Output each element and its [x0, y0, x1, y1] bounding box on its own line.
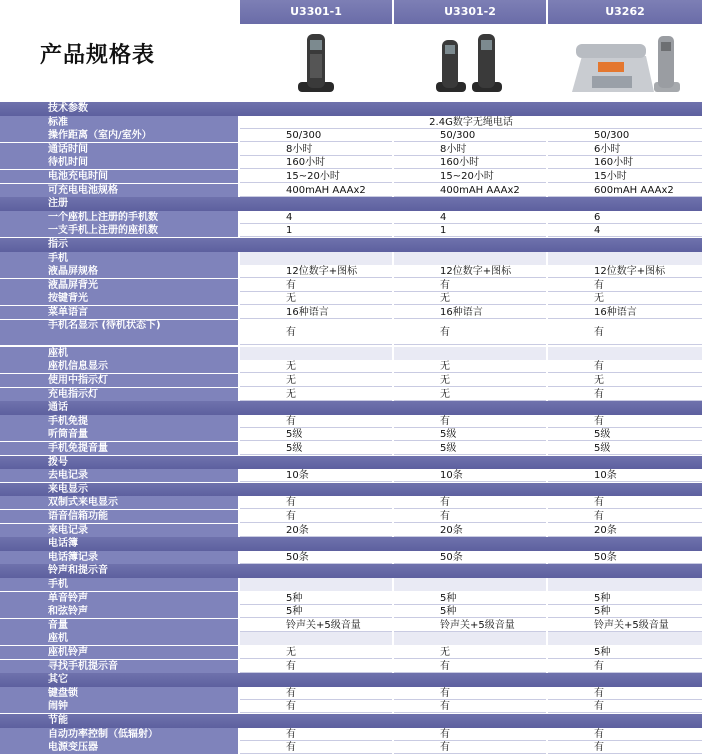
spec-value: 16种语言	[240, 306, 392, 319]
table-row	[0, 592, 702, 606]
spec-value: 有	[548, 360, 702, 373]
table-row	[0, 292, 702, 306]
subsection-row	[0, 252, 702, 266]
spec-value: 10条	[240, 469, 392, 482]
spec-value: 无	[240, 360, 392, 373]
spec-value: 20条	[240, 524, 392, 537]
section-title: 电话簿	[48, 538, 78, 550]
subsection-row	[0, 347, 702, 361]
spec-label: 一支手机上注册的座机数	[0, 224, 238, 237]
spec-value: 有	[240, 279, 392, 292]
table-row	[0, 320, 702, 346]
spec-label: 语音信箱功能	[0, 510, 238, 523]
spec-value: 20条	[394, 524, 546, 537]
spec-value: 有	[240, 320, 392, 346]
section-header	[0, 483, 702, 497]
spec-value: 5种	[548, 646, 702, 659]
table-row	[0, 388, 702, 402]
section-header	[0, 673, 702, 687]
empty-cell	[548, 578, 702, 591]
table-row	[0, 619, 702, 633]
page-title: 产品规格表	[40, 43, 156, 68]
section-title: 其它	[48, 674, 68, 686]
spec-label: 充电指示灯	[0, 388, 238, 401]
table-row	[0, 442, 702, 456]
spec-value: 无	[240, 374, 392, 387]
spec-label: 手机名显示 (待机状态下)	[0, 320, 238, 346]
spec-value: 10条	[394, 469, 546, 482]
section-title: 技术参数	[48, 103, 88, 114]
spec-value: 50条	[548, 551, 702, 564]
phone-image-single	[240, 26, 392, 102]
spec-value: 15小时	[548, 170, 702, 183]
spec-value: 5种	[394, 592, 546, 605]
spec-label: 菜单语言	[0, 306, 238, 319]
spec-value: 有	[240, 660, 392, 673]
spec-value: 4	[394, 211, 546, 224]
spec-value: 无	[240, 388, 392, 401]
section-header	[0, 197, 702, 211]
handset-pair-icon	[394, 26, 546, 102]
spec-value: 有	[240, 415, 392, 428]
spec-value: 无	[240, 646, 392, 659]
spec-value: 50/300	[548, 129, 702, 142]
spec-value: 有	[394, 510, 546, 523]
spec-value: 有	[394, 728, 546, 741]
model-name: U3301-2	[394, 0, 546, 24]
table-row	[0, 374, 702, 388]
spec-value: 有	[548, 700, 702, 713]
spec-value: 400mAH AAAx2	[394, 184, 546, 197]
subsection-label: 座机	[0, 347, 238, 360]
table-row	[0, 211, 702, 225]
spec-label: 电话簿记录	[0, 551, 238, 564]
spec-value: 无	[394, 646, 546, 659]
spec-value: 5级	[240, 442, 392, 455]
spec-value: 无	[394, 374, 546, 387]
spec-value: 4	[548, 224, 702, 237]
spec-value: 1	[394, 224, 546, 237]
spec-label: 座机铃声	[0, 646, 238, 659]
table-row	[0, 687, 702, 701]
table-row	[0, 224, 702, 238]
handset-icon	[240, 26, 392, 102]
spec-label: 按键背光	[0, 292, 238, 305]
spec-value: 有	[548, 320, 702, 346]
table-row	[0, 660, 702, 674]
spec-value: 600mAH AAAx2	[548, 184, 702, 197]
spec-value: 有	[394, 660, 546, 673]
spec-value: 无	[394, 360, 546, 373]
spec-value: 16种语言	[394, 306, 546, 319]
spec-value: 有	[240, 687, 392, 700]
spec-label: 去电记录	[0, 469, 238, 482]
spec-value: 有	[394, 687, 546, 700]
spec-value: 无	[548, 374, 702, 387]
table-row	[0, 700, 702, 714]
table-row	[0, 265, 702, 279]
spec-value: 有	[240, 741, 392, 754]
section-header	[0, 564, 702, 578]
spec-value: 160小时	[548, 156, 702, 169]
spec-label: 液晶屏规格	[0, 265, 238, 278]
spec-value: 5级	[394, 428, 546, 441]
spec-label: 可充电电池规格	[0, 184, 238, 197]
spec-label: 音量	[0, 619, 238, 632]
spec-label: 手机免提	[0, 415, 238, 428]
section-header	[0, 401, 702, 415]
spec-label: 电源变压器	[0, 741, 238, 754]
spec-value: 5种	[240, 592, 392, 605]
spec-value: 6小时	[548, 143, 702, 156]
spec-value: 有	[548, 687, 702, 700]
empty-cell	[548, 347, 702, 360]
section-header	[0, 456, 702, 470]
spec-value: 15~20小时	[240, 170, 392, 183]
spec-value: 有	[548, 496, 702, 509]
empty-cell	[240, 632, 392, 645]
spec-value: 有	[548, 728, 702, 741]
spec-value: 铃声关+5级音量	[548, 619, 702, 632]
spec-value: 无	[394, 388, 546, 401]
spec-value: 16种语言	[548, 306, 702, 319]
table-row	[0, 170, 702, 184]
spec-label: 和弦铃声	[0, 605, 238, 618]
spec-label: 使用中指示灯	[0, 374, 238, 387]
section-title: 指示	[48, 239, 68, 250]
spec-value: 5种	[548, 605, 702, 618]
spec-value: 有	[548, 415, 702, 428]
spec-value: 5级	[240, 428, 392, 441]
section-title: 来电显示	[48, 483, 88, 495]
spec-value: 无	[240, 292, 392, 305]
spec-value: 有	[548, 279, 702, 292]
spec-value: 有	[548, 510, 702, 523]
spec-value: 无	[548, 292, 702, 305]
spec-value: 15~20小时	[394, 170, 546, 183]
table-row	[0, 428, 702, 442]
model-column-2	[394, 0, 546, 102]
spec-label: 闹钟	[0, 700, 238, 713]
model-column-3	[548, 0, 702, 102]
spec-value: 有	[548, 388, 702, 401]
spec-label: 来电记录	[0, 524, 238, 537]
spec-label: 自动功率控制（低辐射）	[0, 728, 238, 741]
spec-value: 5级	[394, 442, 546, 455]
table-row	[0, 116, 702, 130]
subsection-label: 座机	[0, 632, 238, 645]
spec-value: 20条	[548, 524, 702, 537]
spec-value: 5种	[240, 605, 392, 618]
spec-value: 160小时	[394, 156, 546, 169]
table-row	[0, 646, 702, 660]
spec-value: 有	[548, 660, 702, 673]
phone-image-double	[394, 26, 546, 102]
spec-value: 50/300	[240, 129, 392, 142]
spec-value: 12位数字+图标	[548, 265, 702, 278]
section-header	[0, 238, 702, 252]
table-row	[0, 510, 702, 524]
spec-value: 50/300	[394, 129, 546, 142]
spec-value: 5种	[548, 592, 702, 605]
spec-label: 电池充电时间	[0, 170, 238, 183]
spec-label: 双制式来电显示	[0, 496, 238, 509]
empty-cell	[240, 347, 392, 360]
spec-label: 一个座机上注册的手机数	[0, 211, 238, 224]
empty-cell	[394, 632, 546, 645]
model-column-1	[240, 0, 392, 102]
section-title: 铃声和提示音	[48, 565, 108, 577]
spec-value: 铃声关+5级音量	[394, 619, 546, 632]
spec-value: 有	[394, 741, 546, 754]
spec-label: 通话时间	[0, 143, 238, 156]
table-row	[0, 741, 702, 755]
spec-value: 铃声关+5级音量	[240, 619, 392, 632]
spec-value: 有	[240, 496, 392, 509]
spec-value: 有	[240, 700, 392, 713]
spec-value: 4	[240, 211, 392, 224]
section-title: 节能	[48, 715, 68, 726]
subsection-row	[0, 578, 702, 592]
spec-label: 手机免提音量	[0, 442, 238, 455]
empty-cell	[240, 578, 392, 591]
section-header	[0, 102, 702, 116]
spec-label: 听筒音量	[0, 428, 238, 441]
spec-value: 1	[240, 224, 392, 237]
spec-value: 有	[548, 741, 702, 754]
desk-phone-icon	[548, 26, 702, 102]
spec-label: 寻找手机提示音	[0, 660, 238, 673]
subsection-label: 手机	[0, 578, 238, 591]
spec-value: 160小时	[240, 156, 392, 169]
spec-label: 单音铃声	[0, 592, 238, 605]
spec-value-merged: 2.4G数字无绳电话	[240, 116, 702, 129]
table-row	[0, 279, 702, 293]
table-row	[0, 156, 702, 170]
empty-cell	[240, 252, 392, 265]
table-row	[0, 496, 702, 510]
table-row	[0, 184, 702, 198]
section-header	[0, 537, 702, 551]
section-header	[0, 714, 702, 728]
spec-value: 有	[394, 700, 546, 713]
spec-value: 5种	[394, 605, 546, 618]
model-name: U3262	[548, 0, 702, 24]
empty-cell	[394, 347, 546, 360]
table-row	[0, 728, 702, 742]
spec-label: 键盘锁	[0, 687, 238, 700]
table-row	[0, 129, 702, 143]
spec-value: 12位数字+图标	[240, 265, 392, 278]
table-row	[0, 143, 702, 157]
table-row	[0, 551, 702, 565]
spec-value: 5级	[548, 442, 702, 455]
spec-label: 座机信息显示	[0, 360, 238, 373]
phone-image-base	[548, 26, 702, 102]
spec-value: 10条	[548, 469, 702, 482]
spec-value: 有	[240, 510, 392, 523]
subsection-label: 手机	[0, 252, 238, 265]
spec-value: 有	[240, 728, 392, 741]
spec-value: 6	[548, 211, 702, 224]
spec-value: 有	[394, 279, 546, 292]
spec-value: 50条	[394, 551, 546, 564]
empty-cell	[394, 578, 546, 591]
spec-value: 50条	[240, 551, 392, 564]
empty-cell	[548, 632, 702, 645]
spec-value: 无	[394, 292, 546, 305]
empty-cell	[548, 252, 702, 265]
model-name: U3301-1	[240, 0, 392, 24]
spec-label: 标准	[0, 116, 238, 129]
header	[0, 0, 702, 102]
empty-cell	[394, 252, 546, 265]
section-title: 拨号	[48, 456, 68, 468]
spec-value: 8小时	[240, 143, 392, 156]
table-row	[0, 306, 702, 320]
spec-value: 有	[394, 415, 546, 428]
table-row	[0, 605, 702, 619]
subsection-row	[0, 632, 702, 646]
spec-value: 12位数字+图标	[394, 265, 546, 278]
section-title: 通话	[48, 402, 68, 414]
table-row	[0, 360, 702, 374]
table-row	[0, 415, 702, 429]
spec-label: 液晶屏背光	[0, 279, 238, 292]
spec-value: 5级	[548, 428, 702, 441]
spec-label: 操作距离（室内/室外）	[0, 129, 238, 142]
spec-value: 有	[394, 320, 546, 346]
spec-value: 8小时	[394, 143, 546, 156]
spec-label: 待机时间	[0, 156, 238, 169]
section-title: 注册	[48, 198, 68, 210]
table-row	[0, 469, 702, 483]
table-row	[0, 524, 702, 538]
spec-value: 有	[394, 496, 546, 509]
spec-value: 400mAH AAAx2	[240, 184, 392, 197]
